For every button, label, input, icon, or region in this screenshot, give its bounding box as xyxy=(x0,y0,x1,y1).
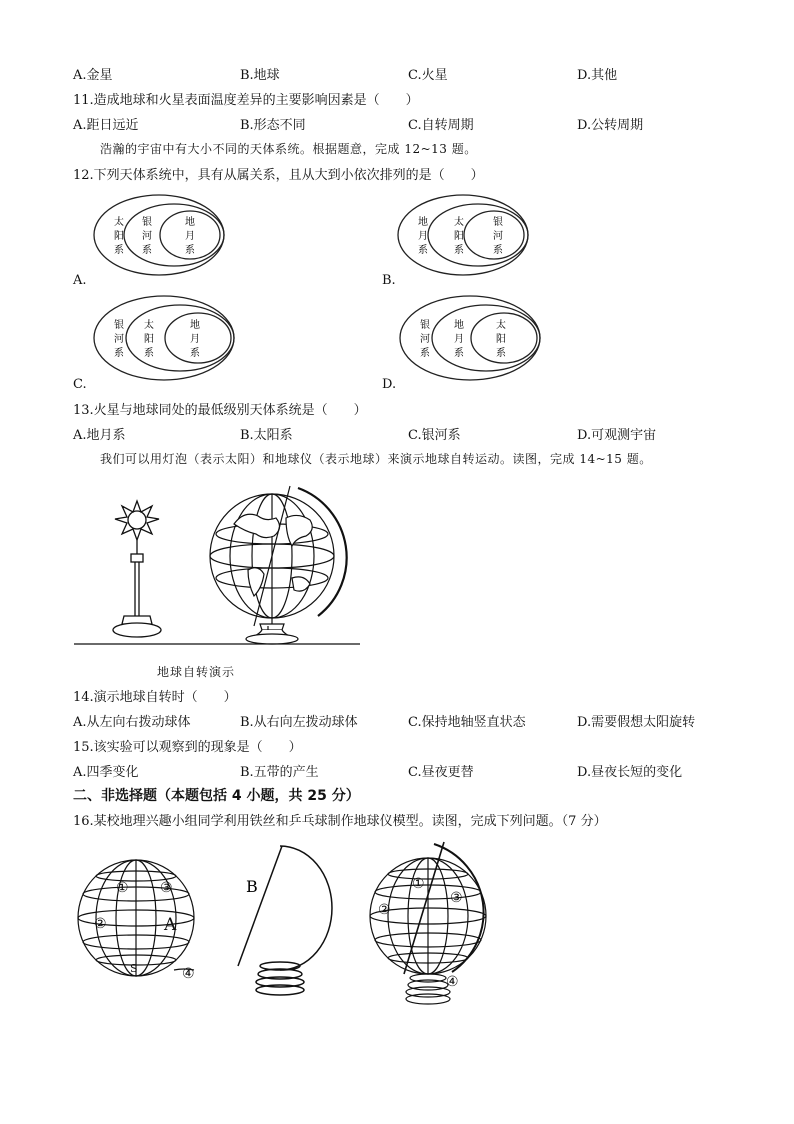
q12b-middle-1: 太 xyxy=(454,217,464,228)
rotation-demo-figure xyxy=(72,474,362,649)
q13-option-a: A.地月系 xyxy=(73,428,126,443)
q12b-middle-3: 系 xyxy=(454,245,464,256)
q14-option-b: B.从右向左拨动球体 xyxy=(240,715,358,730)
q12-label-a: A. xyxy=(73,273,87,288)
wire-stand-icon xyxy=(238,846,332,995)
intro-14-15: 我们可以用灯泡（表示太阳）和地球仪（表示地球）来演示地球自转运动。读图，完成 14~15 题。 xyxy=(100,452,652,466)
q16-label-c2-right: ② xyxy=(378,902,391,918)
q16-label-c1-left: ① xyxy=(116,880,129,896)
q13-option-b: B.太阳系 xyxy=(240,428,293,443)
q16-label-a: A xyxy=(164,915,177,935)
q16-label-c2-left: ② xyxy=(94,916,107,932)
q12a-inner-3: 系 xyxy=(185,245,195,256)
q12c-inner-1: 地 xyxy=(190,320,200,331)
q15-option-d: D.昼夜长短的变化 xyxy=(577,765,683,780)
q12c-outer-2: 河 xyxy=(114,334,124,345)
q12a-inner-1: 地 xyxy=(185,217,195,228)
q12c-middle-2: 阳 xyxy=(144,334,154,345)
q10-option-a: A.金星 xyxy=(73,68,113,83)
intro-12-13: 浩瀚的宇宙中有大小不同的天体系统。根据题意，完成 12~13 题。 xyxy=(100,142,477,156)
q16-stem: 16.某校地理兴趣小组同学利用铁丝和乒乓球制作地球仪模型。读图，完成下列问题。（7 分） xyxy=(73,814,607,829)
q12d-middle-2: 月 xyxy=(454,334,464,345)
q12c-outer-3: 系 xyxy=(114,348,124,359)
q12b-outer-2: 月 xyxy=(418,231,428,242)
q12-diagram-b xyxy=(396,193,530,277)
q12d-inner-3: 系 xyxy=(496,348,506,359)
q13-option-c: C.银河系 xyxy=(408,428,461,443)
q12b-outer-1: 地 xyxy=(418,217,428,228)
q16-label-c4-right: ④ xyxy=(446,974,459,990)
q14-option-d: D.需要假想太阳旋转 xyxy=(577,715,696,730)
q12d-middle-1: 地 xyxy=(454,320,464,331)
q16-label-c3-left: ③ xyxy=(160,880,173,896)
q15-option-a: A.四季变化 xyxy=(73,765,139,780)
q12a-outer-1: 太 xyxy=(114,217,124,228)
q16-label-c3-right: ③ xyxy=(450,890,463,906)
q12a-outer-2: 阳 xyxy=(114,231,124,242)
q12-label-c: C. xyxy=(73,377,87,392)
globe-icon xyxy=(210,486,347,644)
q13-stem: 13.火星与地球同处的最低级别天体系统是（ ） xyxy=(73,403,367,418)
q15-stem: 15.该实验可以观察到的现象是（ ） xyxy=(73,740,302,755)
q14-option-a: A.从左向右拨动球体 xyxy=(73,715,191,730)
q12b-inner-3: 系 xyxy=(493,245,503,256)
q12a-middle-1: 银 xyxy=(142,217,152,228)
q12d-inner-1: 太 xyxy=(496,320,506,331)
q10-option-d: D.其他 xyxy=(577,68,618,83)
q11-option-c: C.自转周期 xyxy=(408,118,474,133)
q12c-middle-1: 太 xyxy=(144,320,154,331)
q16-label-b: B xyxy=(246,877,258,896)
q12b-outer-3: 系 xyxy=(418,245,428,256)
q15-option-b: B.五带的产生 xyxy=(240,765,319,780)
q11-option-b: B.形态不同 xyxy=(240,118,306,133)
q12d-inner-2: 阳 xyxy=(496,334,506,345)
q12c-inner-2: 月 xyxy=(190,334,200,345)
q15-option-c: C.昼夜更替 xyxy=(408,765,474,780)
q12a-outer-3: 系 xyxy=(114,245,124,256)
sun-lamp-icon xyxy=(113,501,161,637)
q10-option-c: C.火星 xyxy=(408,68,448,83)
q11-option-a: A.距日远近 xyxy=(73,118,139,133)
q12-label-d: D. xyxy=(382,377,397,392)
q11-stem: 11.造成地球和火星表面温度差异的主要影响因素是（ ） xyxy=(73,93,419,108)
q10-option-b: B.地球 xyxy=(240,68,280,83)
q12c-outer-1: 银 xyxy=(114,320,124,331)
q16-figures xyxy=(72,838,502,1013)
section-heading: 二、非选择题（本题包括 4 小题，共 25 分） xyxy=(73,788,360,804)
q11-option-d: D.公转周期 xyxy=(577,118,644,133)
q12-diagram-d xyxy=(398,294,542,382)
q12d-outer-1: 银 xyxy=(420,320,430,331)
q14-option-c: C.保持地轴竖直状态 xyxy=(408,715,526,730)
q12b-inner-2: 河 xyxy=(493,231,503,242)
figure-caption: 地球自转演示 xyxy=(157,665,236,679)
q12d-middle-3: 系 xyxy=(454,348,464,359)
q16-label-s: S xyxy=(130,962,138,975)
q12a-middle-3: 系 xyxy=(142,245,152,256)
q12-diagram-c xyxy=(92,294,236,382)
q12b-inner-1: 银 xyxy=(493,217,503,228)
q12d-outer-3: 系 xyxy=(420,348,430,359)
q16-label-c1-right: ① xyxy=(412,876,425,892)
q14-stem: 14.演示地球自转时（ ） xyxy=(73,690,237,705)
q12a-inner-2: 月 xyxy=(185,231,195,242)
q12b-middle-2: 阳 xyxy=(454,231,464,242)
assembled-globe-icon xyxy=(370,842,486,1004)
q12-label-b: B. xyxy=(382,273,396,288)
q12d-outer-2: 河 xyxy=(420,334,430,345)
q12c-middle-3: 系 xyxy=(144,348,154,359)
q16-label-c4-left: ④ xyxy=(182,966,195,982)
q12c-inner-3: 系 xyxy=(190,348,200,359)
q12-diagram-a xyxy=(92,193,226,277)
q12-stem: 12.下列天体系统中，具有从属关系，且从大到小依次排列的是（ ） xyxy=(73,168,484,183)
q13-option-d: D.可观测宇宙 xyxy=(577,428,657,443)
q12a-middle-2: 河 xyxy=(142,231,152,242)
